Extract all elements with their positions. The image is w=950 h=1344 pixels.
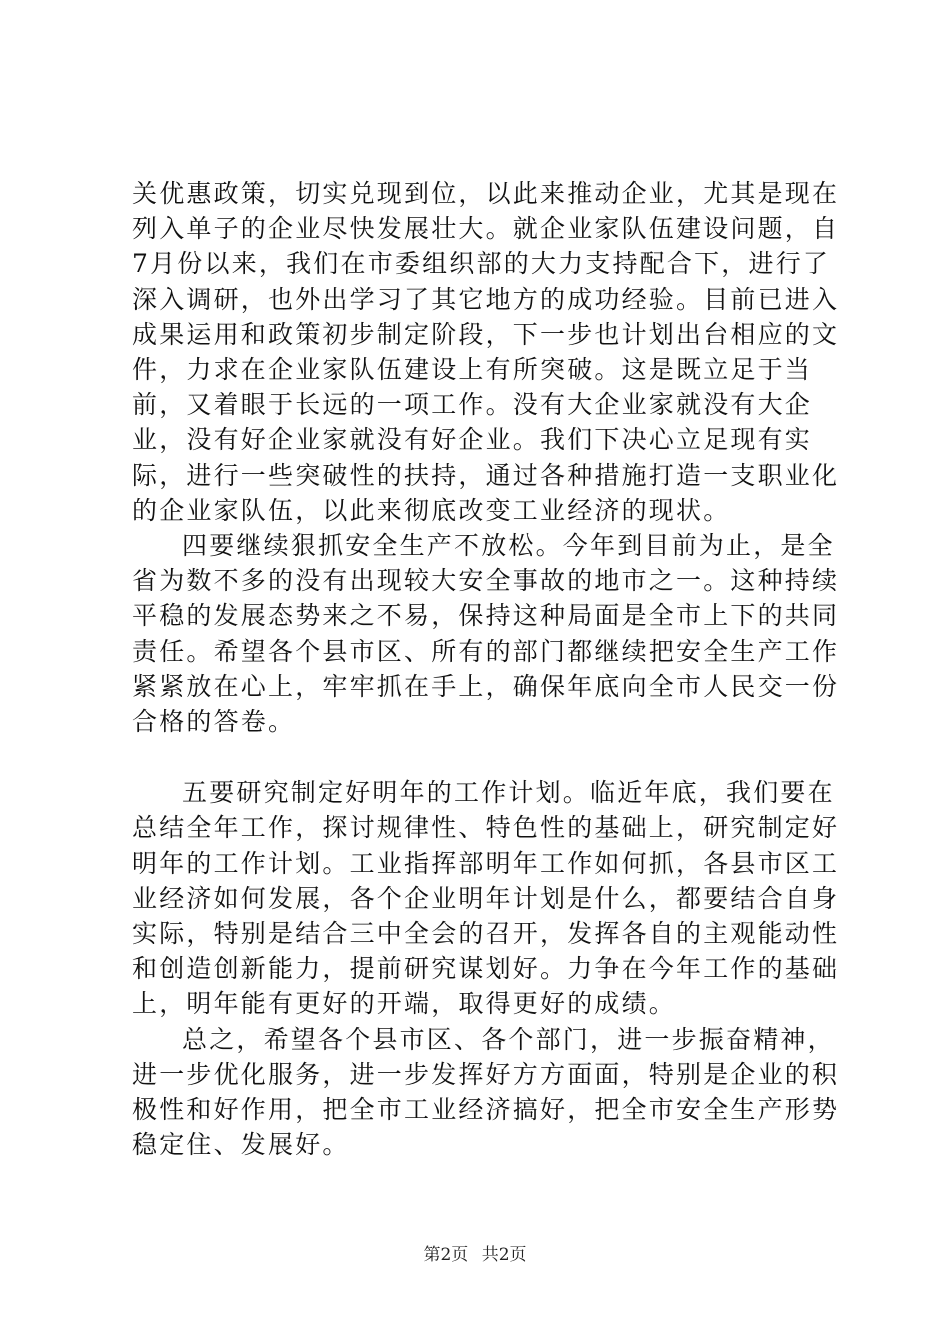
page-total: 共2页 — [481, 1245, 527, 1265]
paragraph-work-plan: 五要研究制定好明年的工作计划。临近年底，我们要在总结全年工作，探讨规律性、特色性的基础上，研究制定好明年的工作计划。工业指挥部明年工作如何抓，各县市区工业经济如何发展，各个企业明年计划是什么，都要结合自身实际，特别是结合三中全会的召开，发挥各自的主观能动性和创造创新能力，提前研究谋划好。力争在今年工作的基础上，明年能有更好的开端，取得更好的成绩。 — [132, 778, 840, 1019]
document-body — [132, 176, 852, 1162]
paragraph-spacer — [132, 739, 852, 775]
paragraph-conclusion: 总之，希望各个县市区、各个部门，进一步振奋精神，进一步优化服务，进一步发挥好方方面面，特别是企业的积极性和好作用，把全市工业经济搞好，把全市安全生产形势稳定住、发展好。 — [132, 1024, 840, 1160]
page-number: 第2页 — [423, 1245, 469, 1265]
paragraph-continued: 关优惠政策，切实兑现到位，以此来推动企业，尤其是现在列入单子的企业尽快发展壮大。就企业家队伍建设问题，自7月份以来，我们在市委组织部的大力支持配合下，进行了深入调研，也外出学习了其它地方的成功经验。目前已进入成果运用和政策初步制定阶段，下一步也计划出台相应的文件，力求在企业家队伍建设上有所突破。这是既立足于当前，又着眼于长远的一项工作。没有大企业家就没有大企业，没有好企业家就没有好企业。我们下决心立足现有实际，进行一些突破性的扶持，通过各种措施打造一支职业化的企业家队伍，以此来彻底改变工业经济的现状。 — [132, 179, 840, 525]
page-footer — [0, 1244, 950, 1266]
paragraph-safety: 四要继续狠抓安全生产不放松。今年到目前为止，是全省为数不多的没有出现较大安全事故的地市之一。这种持续平稳的发展态势来之不易，保持这种局面是全市上下的共同责任。希望各个县市区、所有的部门都继续把安全生产工作紧紧放在心上，牢牢抓在手上，确保年底向全市人民交一份合格的答卷。 — [132, 531, 840, 737]
